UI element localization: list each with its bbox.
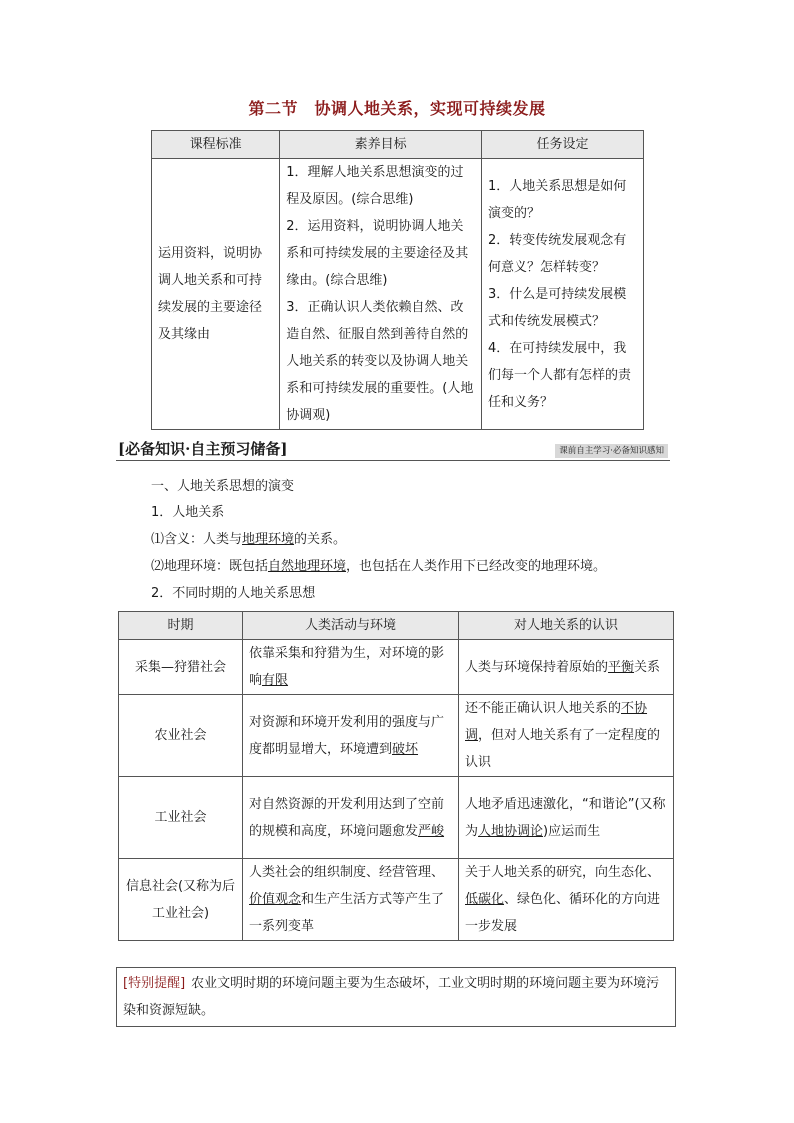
heading-1: 一、人地关系思想的演变: [151, 479, 295, 494]
goal-3: 3．正确认识人类依赖自然、改造自然、征服自然到善待自然的人地关系的转变以及协调人地关系和可持续发展的重要性。(人地协调观): [286, 300, 474, 423]
header-standard: 课程标准: [152, 131, 280, 159]
goal-2: 2．运用资料，说明协调人地关系和可持续发展的主要途径及其缘由。(综合思维): [286, 219, 469, 288]
underlined-term: 地理环境: [242, 532, 295, 547]
goal-1: 1．理解人地关系思想演变的过程及原因。(综合思维): [286, 165, 464, 207]
periods-table: [118, 611, 674, 941]
period-cell: 信息社会(又称为后工业社会): [119, 859, 243, 941]
page-title: 第二节 协调人地关系，实现可持续发展: [248, 99, 546, 118]
table-row: [119, 777, 674, 859]
table-row: [119, 640, 674, 695]
recognition-cell: 人地矛盾迅速激化，“和谐论”(又称为人地协调论)应运而生: [459, 777, 674, 859]
header-period: 时期: [119, 612, 243, 640]
standard-cell: [152, 159, 280, 430]
underlined-term: 自然地理环境: [268, 559, 347, 574]
special-reminder-box: [116, 967, 676, 1027]
period-cell: 工业社会: [119, 777, 243, 859]
section-band: [116, 438, 670, 461]
recognition-cell: 关于人地关系的研究，向生态化、低碳化、绿色化、循环化的方向进一步发展: [459, 859, 674, 941]
reminder-text: 农业文明时期的环境问题主要为生态破坏，工业文明时期的环境问题主要为环境污染和资源短缺。: [123, 976, 660, 1018]
header-tasks: 任务设定: [481, 131, 643, 159]
goals-cell: [280, 159, 482, 430]
period-cell: 采集—狩猎社会: [119, 640, 243, 695]
header-recognition: 对人地关系的认识: [459, 612, 674, 640]
section-tag: 课前自主学习·必备知识感知: [555, 444, 668, 458]
activity-cell: 对资源和环境开发利用的强度与广度都明显增大，环境遭到破坏: [243, 695, 459, 777]
period-cell: 农业社会: [119, 695, 243, 777]
activity-cell: 对自然资源的开发利用达到了空前的规模和高度，环境问题愈发严峻: [243, 777, 459, 859]
activity-cell: 依靠采集和狩猎为生，对环境的影响有限: [243, 640, 459, 695]
section-title: [必备知识·自主预习储备]: [118, 440, 288, 458]
header-goals: 素养目标: [280, 131, 482, 159]
activity-cell: 人类社会的组织制度、经营管理、价值观念和生产生活方式等产生了一系列变革: [243, 859, 459, 941]
task-3: 3．什么是可持续发展模式和传统发展模式？: [487, 286, 627, 329]
heading-2: 1．人地关系: [151, 505, 225, 520]
table-row: [119, 859, 674, 941]
paragraph-environment: ⑵地理环境：既包括自然地理环境，也包括在人类作用下已经改变的地理环境。: [151, 559, 607, 574]
tasks-cell: [481, 159, 643, 430]
heading-3: 2．不同时期的人地关系思想: [151, 586, 316, 601]
standard-text: 运用资料，说明协调人地关系和可持续发展的主要途径及其缘由: [158, 246, 263, 342]
header-activity: 人类活动与环境: [243, 612, 459, 640]
reminder-label: [特别提醒]: [123, 976, 186, 991]
overview-table: [151, 130, 644, 430]
task-1: 1．人地关系思想是如何演变的？: [487, 178, 627, 221]
recognition-cell: 还不能正确认识人地关系的不协调，但对人地关系有了一定程度的认识: [459, 695, 674, 777]
task-2: 2．转变传统发展观念有何意义？怎样转变？: [487, 232, 627, 275]
table-row: [119, 695, 674, 777]
task-4: 4．在可持续发展中，我们每一个人都有怎样的责任和义务？: [487, 340, 631, 410]
paragraph-definition: ⑴含义：人类与地理环境的关系。: [151, 532, 347, 547]
recognition-cell: 人类与环境保持着原始的平衡关系: [459, 640, 674, 695]
